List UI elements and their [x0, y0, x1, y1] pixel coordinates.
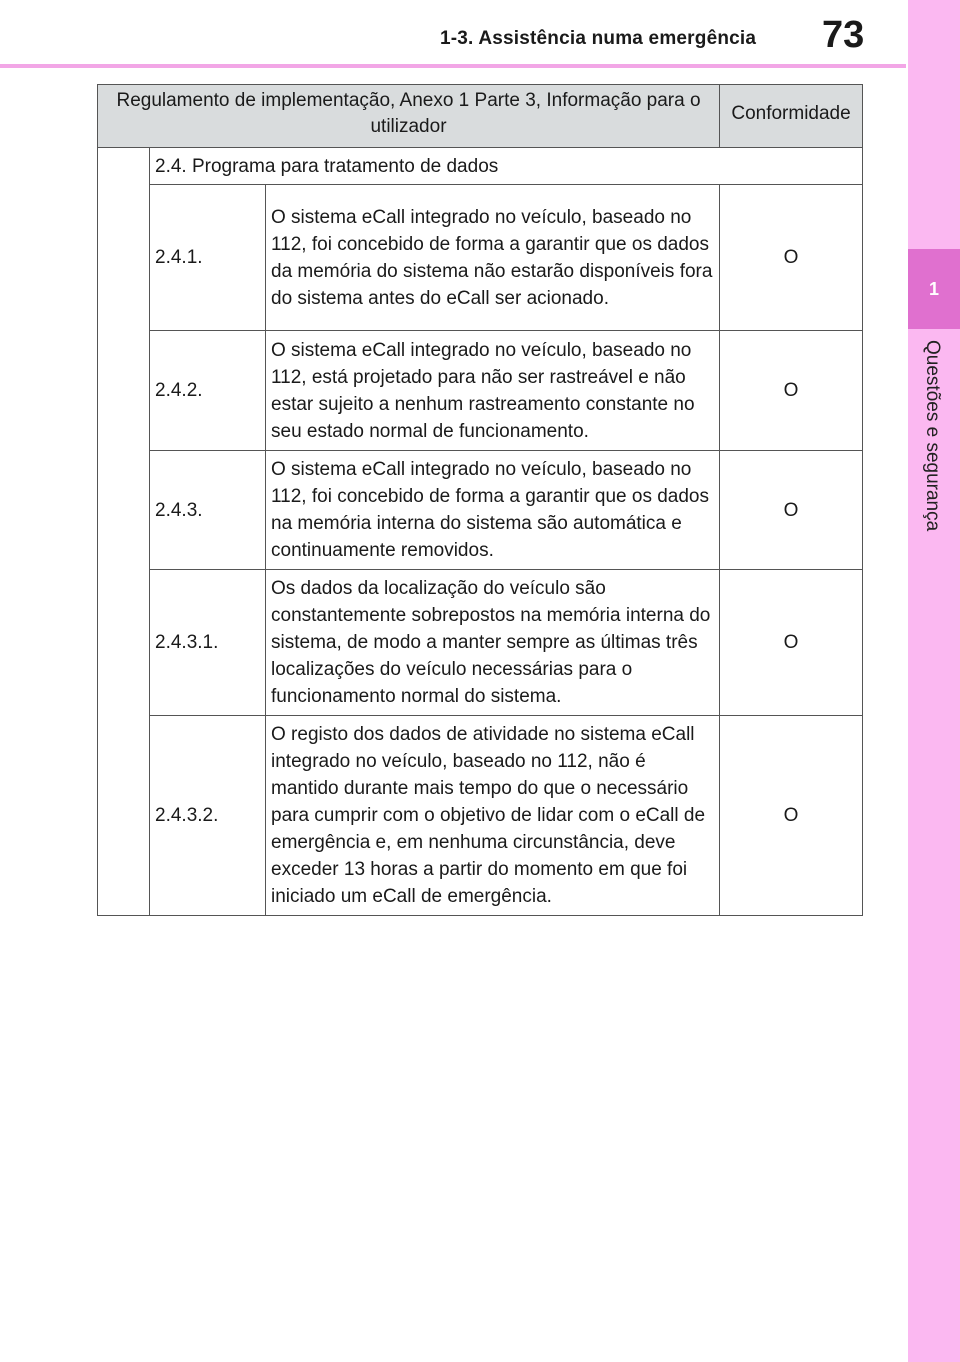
table-row [98, 716, 863, 916]
row-status: O [720, 451, 863, 570]
table-row [98, 185, 863, 331]
row-number: 2.4.3.2. [150, 716, 266, 916]
table-row [98, 331, 863, 451]
row-text: O sistema eCall integrado no veículo, baseado no 112, foi concebido de forma a garantir que os dados da memória do sistema não estarão disponíveis fora do sistema antes do eCall ser acionado. [266, 185, 720, 331]
row-text: O registo dos dados de atividade no sistema eCall integrado no veículo, baseado no 112, não é mantido durante mais tempo do que o necessário para cumprir com o objetivo de lidar com o eCall de emergência e, em nenhuma circunstância, deve exceder 13 horas a partir do momento em que foi iniciado um eCall de emergência. [266, 716, 720, 916]
row-text: Os dados da localização do veículo são constantemente sobrepostos na memória interna do sistema, de modo a manter sempre as últimas três localizações do veículo necessárias para o funcionamento normal do sistema. [266, 570, 720, 716]
table-header-row [98, 85, 863, 148]
section-row [98, 148, 863, 185]
row-status: O [720, 185, 863, 331]
section-title: 1-3. Assistência numa emergência [440, 28, 757, 49]
chapter-label: Questões e segurança [922, 340, 943, 532]
row-status: O [720, 331, 863, 451]
chapter-side-strip [908, 0, 960, 1362]
row-number: 2.4.3.1. [150, 570, 266, 716]
regulation-table [97, 84, 863, 916]
row-number: 2.4.2. [150, 331, 266, 451]
section-heading: 2.4. Programa para tratamento de dados [150, 148, 863, 185]
row-number: 2.4.1. [150, 185, 266, 331]
table-row [98, 570, 863, 716]
row-status: O [720, 570, 863, 716]
header-compliance: Conformidade [720, 85, 863, 148]
indent-cell [98, 148, 150, 916]
chapter-number-tab[interactable]: 1 [908, 249, 960, 329]
row-text: O sistema eCall integrado no veículo, baseado no 112, está projetado para não ser rastreável e não estar sujeito a nenhum rastreamento constante no seu estado normal de funcionamento. [266, 331, 720, 451]
row-text: O sistema eCall integrado no veículo, baseado no 112, foi concebido de forma a garantir que os dados na memória interna do sistema são automática e continuamente removidos. [266, 451, 720, 570]
table-row [98, 451, 863, 570]
header-regulation: Regulamento de implementação, Anexo 1 Parte 3, Informação para o utilizador [98, 85, 720, 148]
row-status: O [720, 716, 863, 916]
page-number: 73 [822, 14, 865, 56]
header-divider [0, 64, 906, 68]
row-number: 2.4.3. [150, 451, 266, 570]
